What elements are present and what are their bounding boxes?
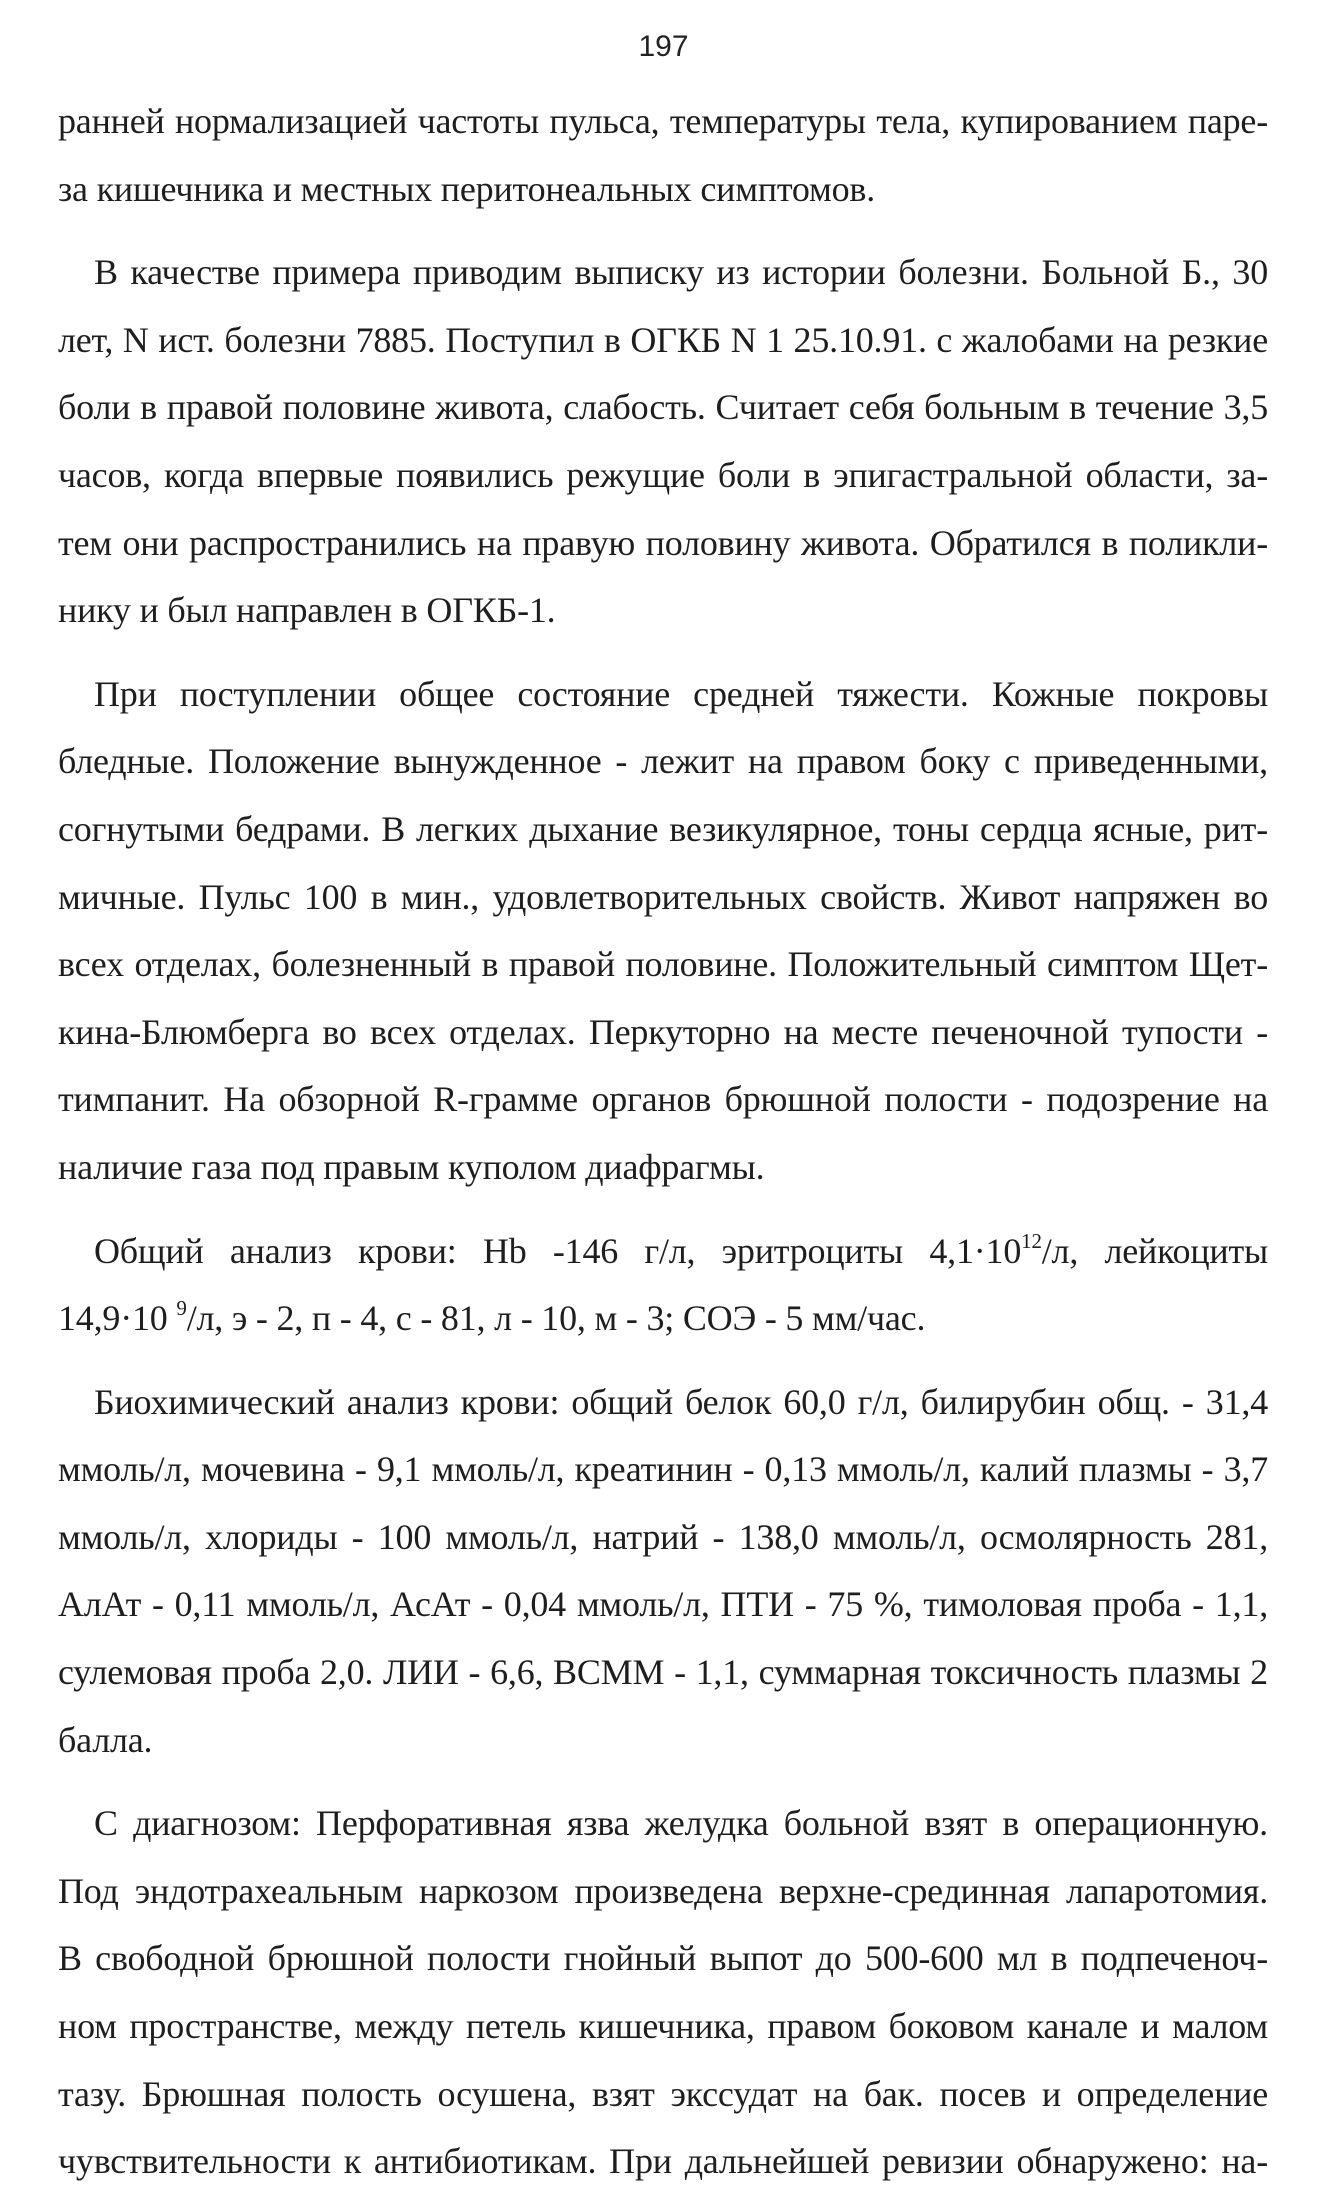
text-line: мичные. Пульс 100 в мин., удовлетворительных свойств. Живот напряжен во (58, 876, 1268, 917)
paragraph-start-line: В качестве примера приводим выписку из истории болезни. Больной Б., 30 (94, 252, 1268, 293)
paragraph-start-line: С диагнозом: Перфоративная язва желудка больной взят в операционную. (94, 1803, 1268, 1844)
paragraph-start-line: При поступлении общее состояние средней тяжести. Кожные покровы (94, 673, 1268, 714)
text-line: балла. (58, 1719, 153, 1760)
text-line: ном пространстве, между петель кишечника, правом боковом канале и малом (58, 2006, 1268, 2047)
blood-test-line (58, 1218, 1268, 1286)
page-number: 197 (638, 30, 689, 63)
text-run: 14,9·10 (58, 1298, 177, 1339)
text-line: чувствительности к антибиотикам. При дальнейшей ревизии обнаружено: на- (58, 2141, 1268, 2182)
text-line: лет, N ист. болезни 7885. Поступил в ОГКБ N 1 25.10.91. с жалобами на резкие (58, 319, 1268, 360)
text-line: тимпанит. На обзорной R-грамме органов брюшной полости - подозрение на (58, 1079, 1268, 1120)
text-line: за кишечника и местных перитонеальных симптомов. (58, 168, 876, 209)
text-run: Общий анализ крови: Hb -146 г/л, эритроциты 4,1·10 (94, 1230, 1022, 1271)
text-line: всех отделах, болезненный в правой половине. Положительный симптом Щет- (58, 944, 1268, 985)
text-line: боли в правой половине живота, слабость. Считает себя больным в течение 3,5 (58, 387, 1268, 428)
text-line: ранней нормализацией частоты пульса, температуры тела, купированием паре- (58, 101, 1268, 141)
text-line: кина-Блюмберга во всех отделах. Перкуторно на месте печеночной тупости - (58, 1011, 1268, 1052)
text-line: часов, когда впервые появились режущие боли в эпигастральной области, за- (58, 454, 1268, 495)
text-line: нику и был направлен в ОГКБ-1. (58, 590, 556, 631)
text-line: ммоль/л, хлориды - 100 ммоль/л, натрий - 138,0 ммоль/л, осмолярность 281, (58, 1516, 1268, 1557)
text-line: согнутыми бедрами. В легких дыхание везикулярное, тоны сердца ясные, рит- (58, 808, 1268, 849)
text-line: тем они распространились на правую половину живота. Обратился в поликли- (58, 522, 1268, 563)
text-run: /л, лейкоциты (1041, 1230, 1268, 1271)
superscript: 9 (176, 1296, 187, 1321)
text-line: бледные. Положение вынужденное - лежит на правом боку с приведенными, (58, 741, 1268, 782)
text-run: /л, э - 2, п - 4, с - 81, л - 10, м - 3; СОЭ - 5 мм/час. (186, 1298, 926, 1339)
text-line: АлАт - 0,11 ммоль/л, АсАт - 0,04 ммоль/л, ПТИ - 75 %, тимоловая проба - 1,1, (58, 1584, 1268, 1625)
text-line: Под эндотрахеальным наркозом произведена верхне-срединная лапаротомия. (58, 1870, 1268, 1911)
text-line: ммоль/л, мочевина - 9,1 ммоль/л, креатинин - 0,13 ммоль/л, калий плазмы - 3,7 (58, 1449, 1268, 1490)
text-line: наличие газа под правым куполом диафрагмы. (58, 1146, 765, 1187)
text-line: тазу. Брюшная полость осушена, взят экссудат на бак. посев и определение (58, 2073, 1268, 2114)
text-line: В свободной брюшной полости гнойный выпот до 500-600 мл в подпеченоч- (58, 1938, 1268, 1979)
text-line: сулемовая проба 2,0. ЛИИ - 6,6, ВСММ - 1,1, суммарная токсичность плазмы 2 (58, 1652, 1268, 1693)
paragraph-start-line: Биохимический анализ крови: общий белок 60,0 г/л, билирубин общ. - 31,4 (94, 1381, 1268, 1422)
body-text (58, 88, 1268, 2196)
superscript: 12 (1021, 1228, 1042, 1253)
blood-test-line (58, 1285, 1268, 1353)
